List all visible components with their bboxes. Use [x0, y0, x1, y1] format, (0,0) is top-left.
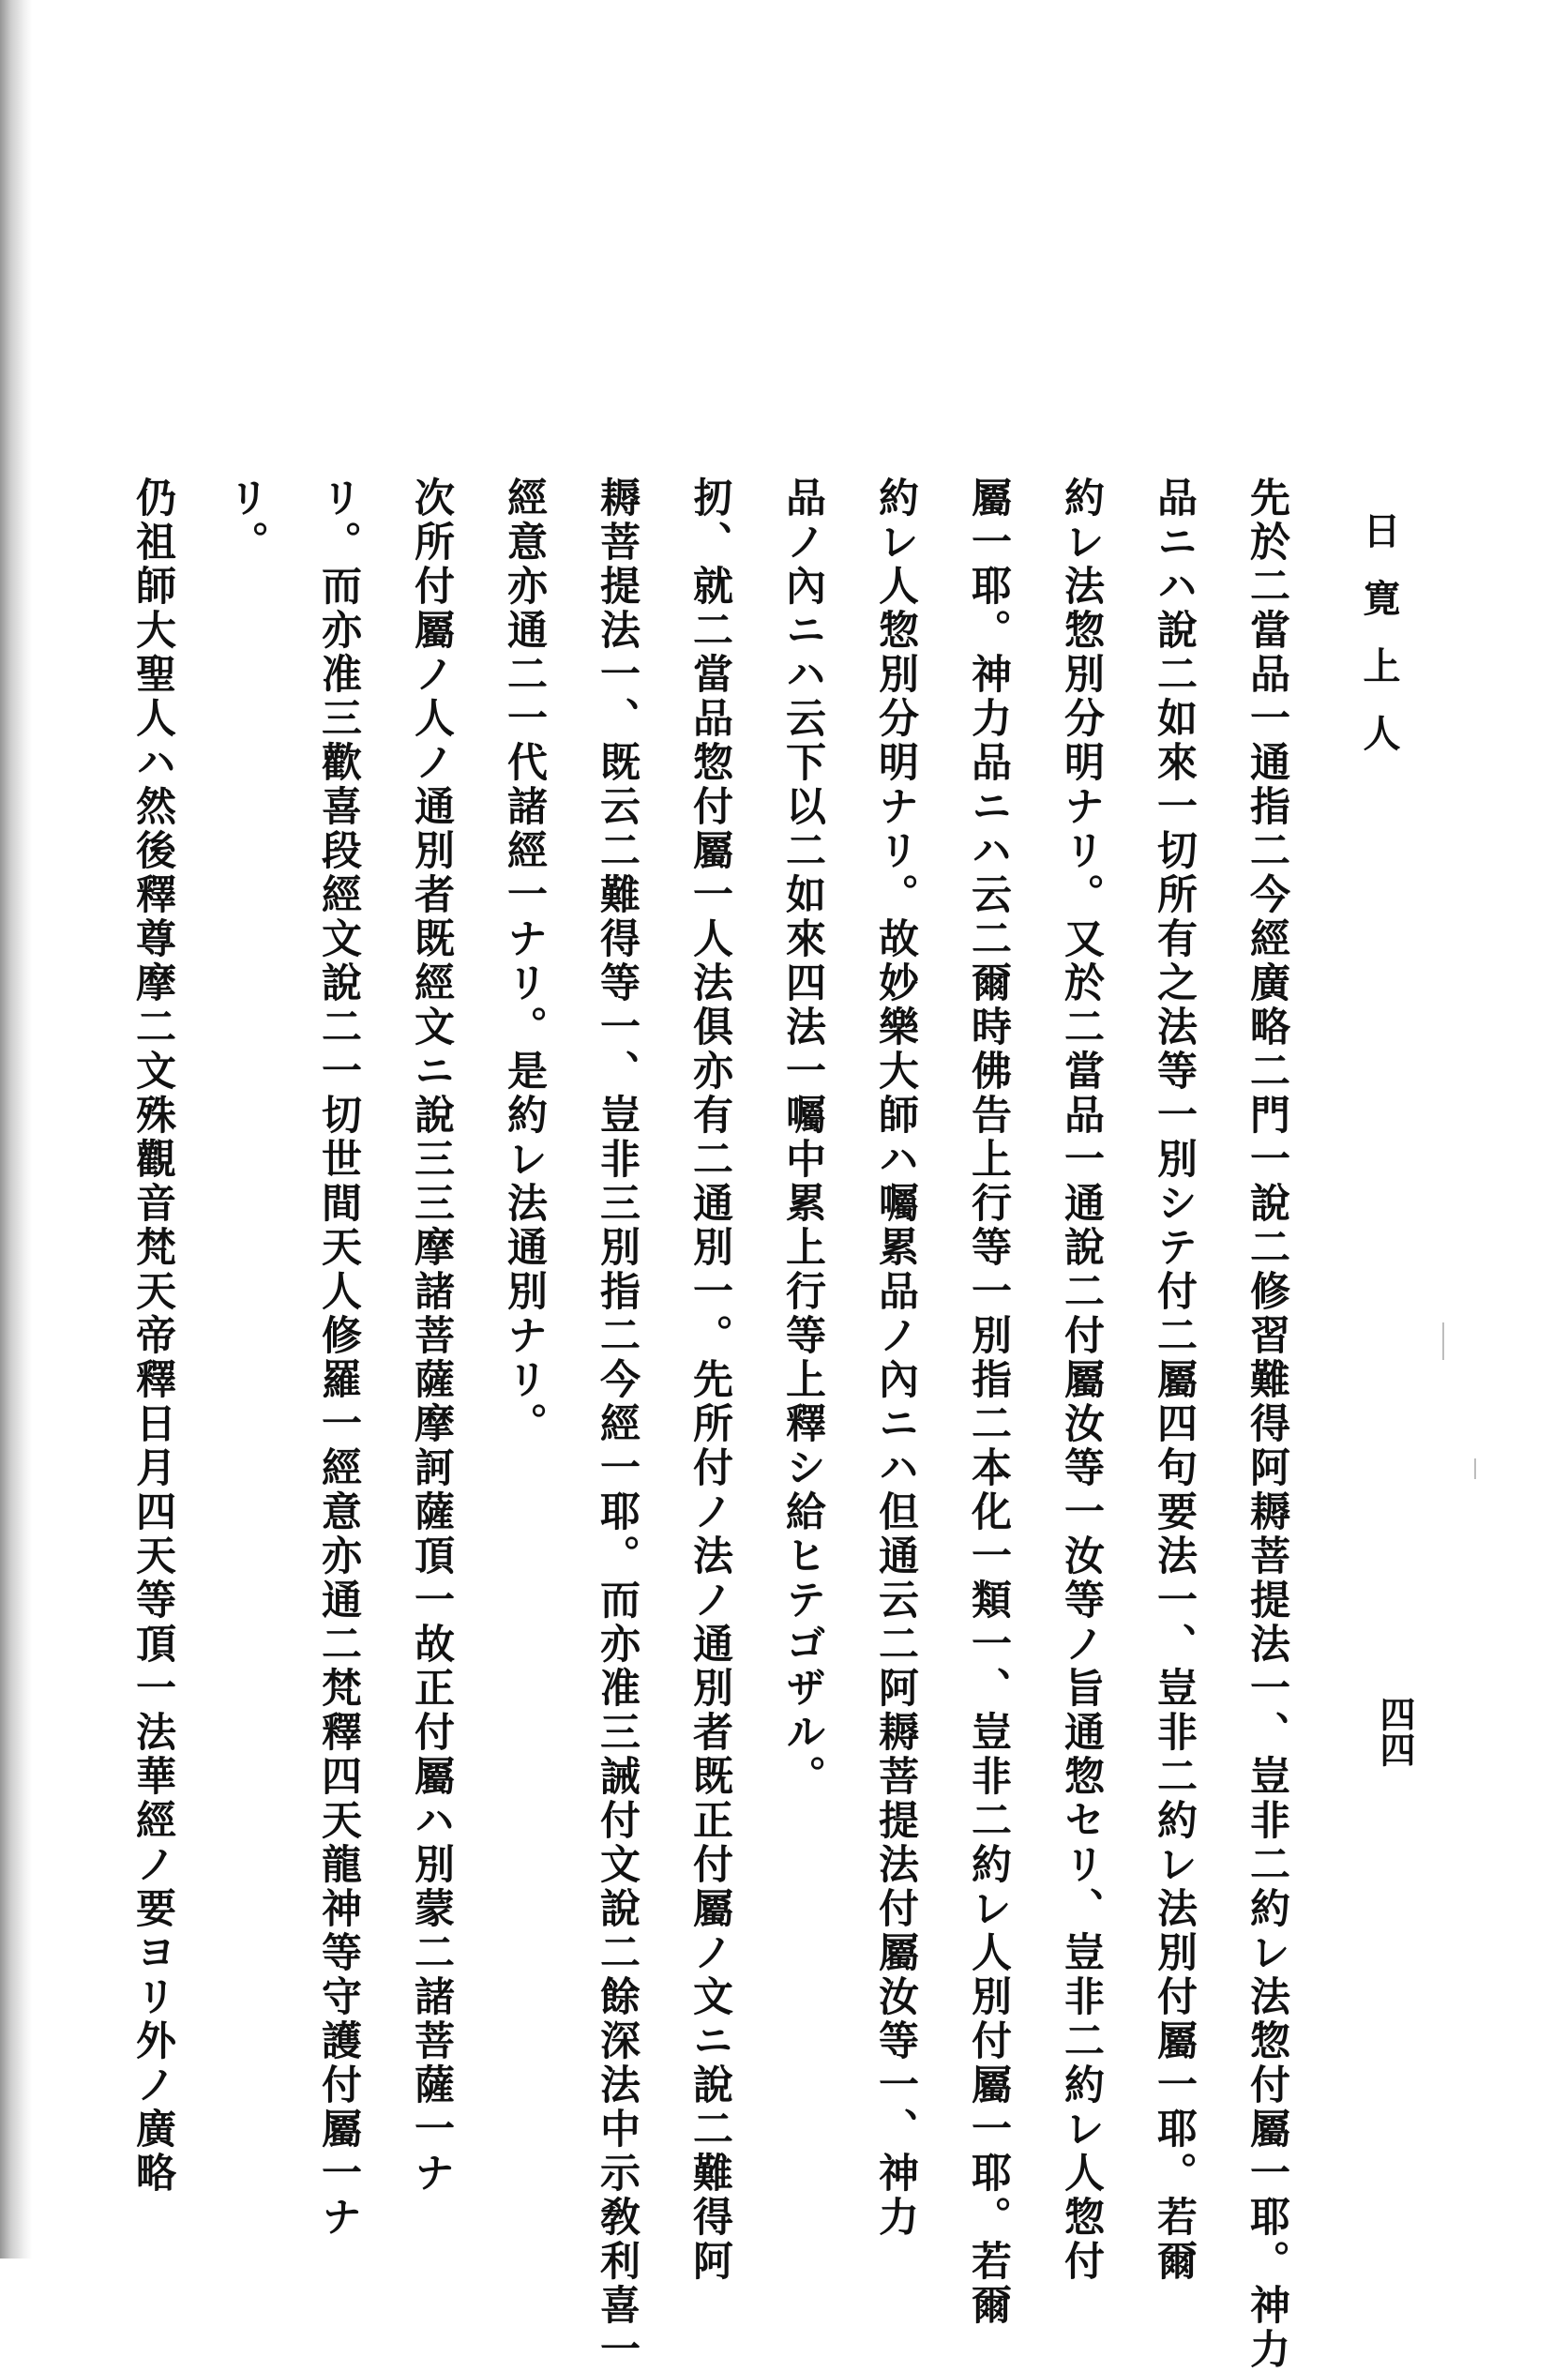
text-column: 耨菩提法一、既云二難得等一、豈非三別指二今經一耶。而亦准三誡付文說二餘深法中示敎利喜一 [594, 476, 641, 2372]
running-title: 日寛上人 [1357, 511, 1401, 781]
text-column: 仍祖師大聖人ハ然後釋尊摩二文殊觀音梵天帝釋日月四天等頂一法華經ノ要ヨリ外ノ廣略 [129, 476, 176, 2196]
page-number: 四四 [1374, 1696, 1416, 1767]
scan-mark [1474, 1458, 1476, 1479]
text-column: リ。而亦准三歡喜段經文說二一切世間天人修羅一經意亦通二梵釋四天龍神等守護付屬一ナ [315, 476, 362, 2240]
text-column: 約レ人惣別分明ナリ。故妙樂大師ハ囑累品ノ內ニハ但通云二阿耨菩提法付屬汝等一、神力 [872, 476, 919, 2240]
text-column: 先於二當品一通指二今經廣略二門一說二修習難得阿耨菩提法一、豈非二約レ法惣付屬一耶。神力 [1244, 476, 1290, 2372]
scan-mark [1442, 1322, 1444, 1360]
text-column: 經意亦通二一代諸經一ナリ。是約レ法通別ナリ。 [501, 476, 548, 1446]
text-column: 品ニハ說二如來一切所有之法等一別シテ付二屬四句要法一、豈非二約レ法別付屬一耶。若爾 [1151, 476, 1198, 2284]
text-column: 次所付屬ノ人ノ通別者既經文ニ說三三摩諸菩薩摩訶薩頂一故正付屬ハ別蒙二諸菩薩一ナ [408, 476, 455, 2196]
main-text-block [129, 476, 1313, 2372]
text-column: リ。 [222, 476, 269, 565]
text-column: 品ノ內ニハ云下以二如來四法一囑中累上行等上釋シ給ヒテゴザル。 [779, 476, 826, 1799]
text-column: 屬一耶。神力品ニハ云二爾時佛告上行等一別指二本化一類一、豈非二約レ人別付屬一耶。若爾 [965, 476, 1012, 2328]
text-column: 約レ法惣別分明ナリ。又於二當品一通說二付屬汝等一汝等ノ旨通惣セリ、豈非二約レ人惣付 [1058, 476, 1105, 2284]
binding-shadow [0, 0, 32, 2259]
text-column: 扨、就二當品惣付屬一人法俱亦有二通別一。先所付ノ法ノ通別者既正付屬ノ文ニ說二難得阿 [686, 476, 733, 2284]
